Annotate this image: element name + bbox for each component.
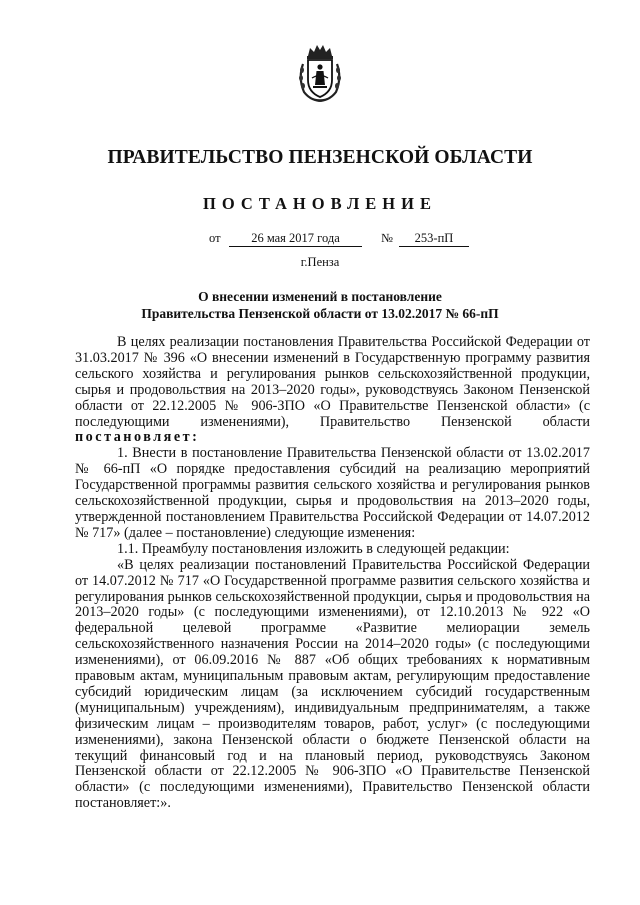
number-prefix: № [381, 231, 393, 245]
number-value: 253-пП [399, 231, 469, 247]
paragraph-item-1: 1. Внести в постановление Правительства Пензенской области от 13.02.2017 № 66-пП «О порядке предоставления субсидий на реализацию мероприятий Государственной программы развития сельского хозяйства и регулирования рынков сельскохозяйственной продукции, сырья и продовольствия на 2013–2020 годы, утвержденной постановлением Правительства Российской Федерации от 14.07.2012 № 717» (далее – постановление) следующие изменения: [75, 445, 590, 541]
date-prefix: от [209, 231, 221, 245]
date-number-line [209, 231, 469, 249]
city-name: г.Пенза [300, 255, 340, 269]
resolution-keyword: постановляет: [75, 429, 200, 446]
date-value: 26 мая 2017 года [229, 231, 362, 247]
paragraph-item-1-1: 1.1. Преамбулу постановления изложить в следующей редакции: [117, 540, 510, 557]
document-body [75, 335, 590, 812]
subject-line-2: Правительства Пензенской области от 13.02.2017 № 66-пП [141, 306, 499, 321]
government-title: ПРАВИТЕЛЬСТВО ПЕНЗЕНСКОЙ ОБЛАСТИ [107, 147, 533, 168]
document-type-heading: ПОСТАНОВЛЕНИЕ [203, 194, 437, 213]
paragraph-new-preamble: «В целях реализации постановлений Правительства Российской Федерации от 14.07.2012 № 717 «О Государственной программе развития сельского хозяйства и регулирования рынков сельскохозяйственной продукции, сырья и продовольствия на 2013–2020 годы» (с последующими изменениями), от 12.10.2013 № 922 «О федеральной целевой программе «Развитие мелиорации земель сельскохозяйственного назначения России на 2014–2020 годы» (с последующими изменениями), от 06.09.2016 № 887 «Об общих требованиях к нормативным правовым актам, муниципальным правовым актам, регулирующим предоставление субсидий юридическим лицам (за исключением субсидий государственным (муниципальным) учреждениям), индивидуальным предпринимателям, а также физическим лицам – производителям товаров, работ, услуг» (с последующими изменениями), закона Пензенской области о бюджете Пензенской области на текущий финансовый год и на плановый период, руководствуясь Законом Пензенской области от 22.12.2005 № 906-ЗПО «О Правительстве Пензенской области» (с последующими изменениями), Правительство Пензенской области постановляет:». [75, 556, 590, 812]
subject-line-1: О внесении изменений в постановление [198, 289, 442, 304]
penza-coat-of-arms-icon [296, 42, 344, 102]
document-subject [120, 288, 520, 322]
paragraph-preamble [75, 335, 590, 446]
coat-of-arms-graphic [296, 42, 344, 102]
preamble-text: В целях реализации постановления Правительства Российской Федерации от 31.03.2017 № 396 «О внесении изменений в Государственную программу развития сельского хозяйства и регулирования рынков сельскохозяйственной продукции, сырья и продовольствия на 2013–2020 годы», руководствуясь Законом Пензенской области от 22.12.2005 № 906-ЗПО «О Правительстве Пензенской области» (с последующими изменениями), Правительство Пензенской области [75, 334, 590, 430]
